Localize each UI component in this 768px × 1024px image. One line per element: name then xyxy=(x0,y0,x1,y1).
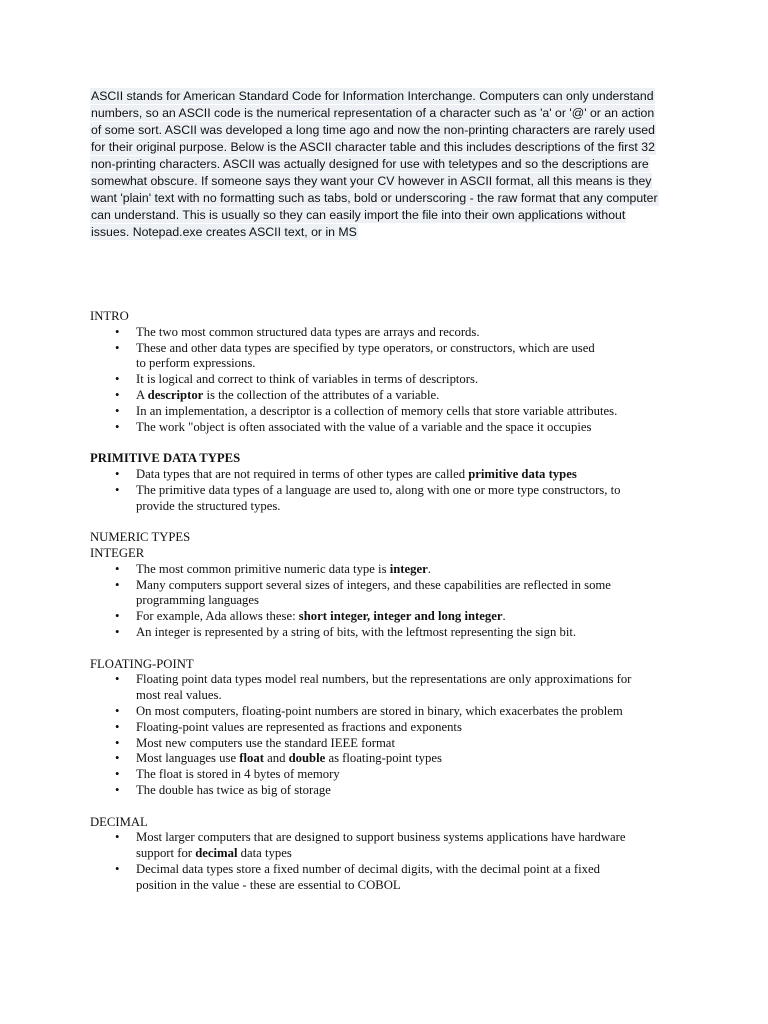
section-heading-primitive: PRIMITIVE DATA TYPES xyxy=(90,451,241,466)
list-item: • The work "object is often associated with the value of a variable and the space it occupies xyxy=(90,420,690,436)
integer-bullet-list xyxy=(90,562,690,641)
subheading-integer: INTEGER xyxy=(90,545,145,560)
list-item: • Data types that are not required in terms of other types are called primitive data types xyxy=(90,467,690,483)
section-heading-decimal: DECIMAL xyxy=(90,814,148,829)
floating-point-bullet-list xyxy=(90,672,690,798)
list-item: • The float is stored in 4 bytes of memory xyxy=(90,767,690,783)
ascii-intro-paragraph xyxy=(91,88,681,241)
paragraph-line: for their original purpose. Below is the ASCII character table and this includes descriptions of the first 32 xyxy=(91,140,655,154)
list-item: • The double has twice as big of storage xyxy=(90,783,690,799)
list-item: • Most languages use float and double as floating-point types xyxy=(90,751,690,767)
list-item: • These and other data types are specified by type operators, or constructors, which are used to perform expressions. xyxy=(90,341,690,373)
section-heading-numeric: NUMERIC TYPES xyxy=(90,530,191,545)
list-item: • Most larger computers that are designed to support business systems applications have hardware support for decimal data types xyxy=(90,830,690,862)
paragraph-line: numbers, so an ASCII code is the numerical representation of a character such as 'a' or '@' or an action xyxy=(91,106,655,120)
list-item: • Many computers support several sizes of integers, and these capabilities are reflected in some programming languages xyxy=(90,578,690,610)
paragraph-line: want 'plain' text with no formatting such as tabs, bold or underscoring - the raw format that any computer xyxy=(91,191,658,205)
intro-bullet-list xyxy=(90,325,690,436)
paragraph-line: ASCII stands for American Standard Code for Information Interchange. Computers can only understand xyxy=(91,89,654,103)
primitive-bullet-list xyxy=(90,467,690,514)
notes-body xyxy=(90,309,690,893)
list-item: • A descriptor is the collection of the attributes of a variable. xyxy=(90,388,690,404)
list-item: • Floating-point values are represented as fractions and exponents xyxy=(90,720,690,736)
paragraph-line: somewhat obscure. If someone says they want your CV however in ASCII format, all this means is they xyxy=(91,174,652,188)
list-item: • In an implementation, a descriptor is a collection of memory cells that store variable attributes. xyxy=(90,404,690,420)
list-item: • Most new computers use the standard IEEE format xyxy=(90,736,690,752)
section-heading-intro: INTRO xyxy=(90,309,129,323)
list-item: • The two most common structured data types are arrays and records. xyxy=(90,325,690,341)
section-heading-floating-point: FLOATING-POINT xyxy=(90,656,194,671)
list-item: • The primitive data types of a language are used to, along with one or more type constructors, to provide the structured types. xyxy=(90,483,690,515)
paragraph-line: of some sort. ASCII was developed a long time ago and now the non-printing characters are rarely used xyxy=(91,123,655,137)
list-item: • On most computers, floating-point numbers are stored in binary, which exacerbates the problem xyxy=(90,704,690,720)
list-item: • The most common primitive numeric data type is integer. xyxy=(90,562,690,578)
paragraph-line: issues. Notepad.exe creates ASCII text, or in MS xyxy=(91,225,357,239)
paragraph-line: non-printing characters. ASCII was actually designed for use with teletypes and so the descriptions are xyxy=(91,157,649,171)
paragraph-line: can understand. This is usually so they can easily import the file into their own applications without xyxy=(91,208,626,222)
list-item: • For example, Ada allows these: short integer, integer and long integer. xyxy=(90,609,690,625)
list-item: • An integer is represented by a string of bits, with the leftmost representing the sign bit. xyxy=(90,625,690,641)
decimal-bullet-list xyxy=(90,830,690,893)
list-item: • Decimal data types store a fixed number of decimal digits, with the decimal point at a fixed position in the value - these are essential to COBOL xyxy=(90,862,690,894)
list-item: • Floating point data types model real numbers, but the representations are only approximations for most real values. xyxy=(90,672,690,704)
list-item: • It is logical and correct to think of variables in terms of descriptors. xyxy=(90,372,690,388)
